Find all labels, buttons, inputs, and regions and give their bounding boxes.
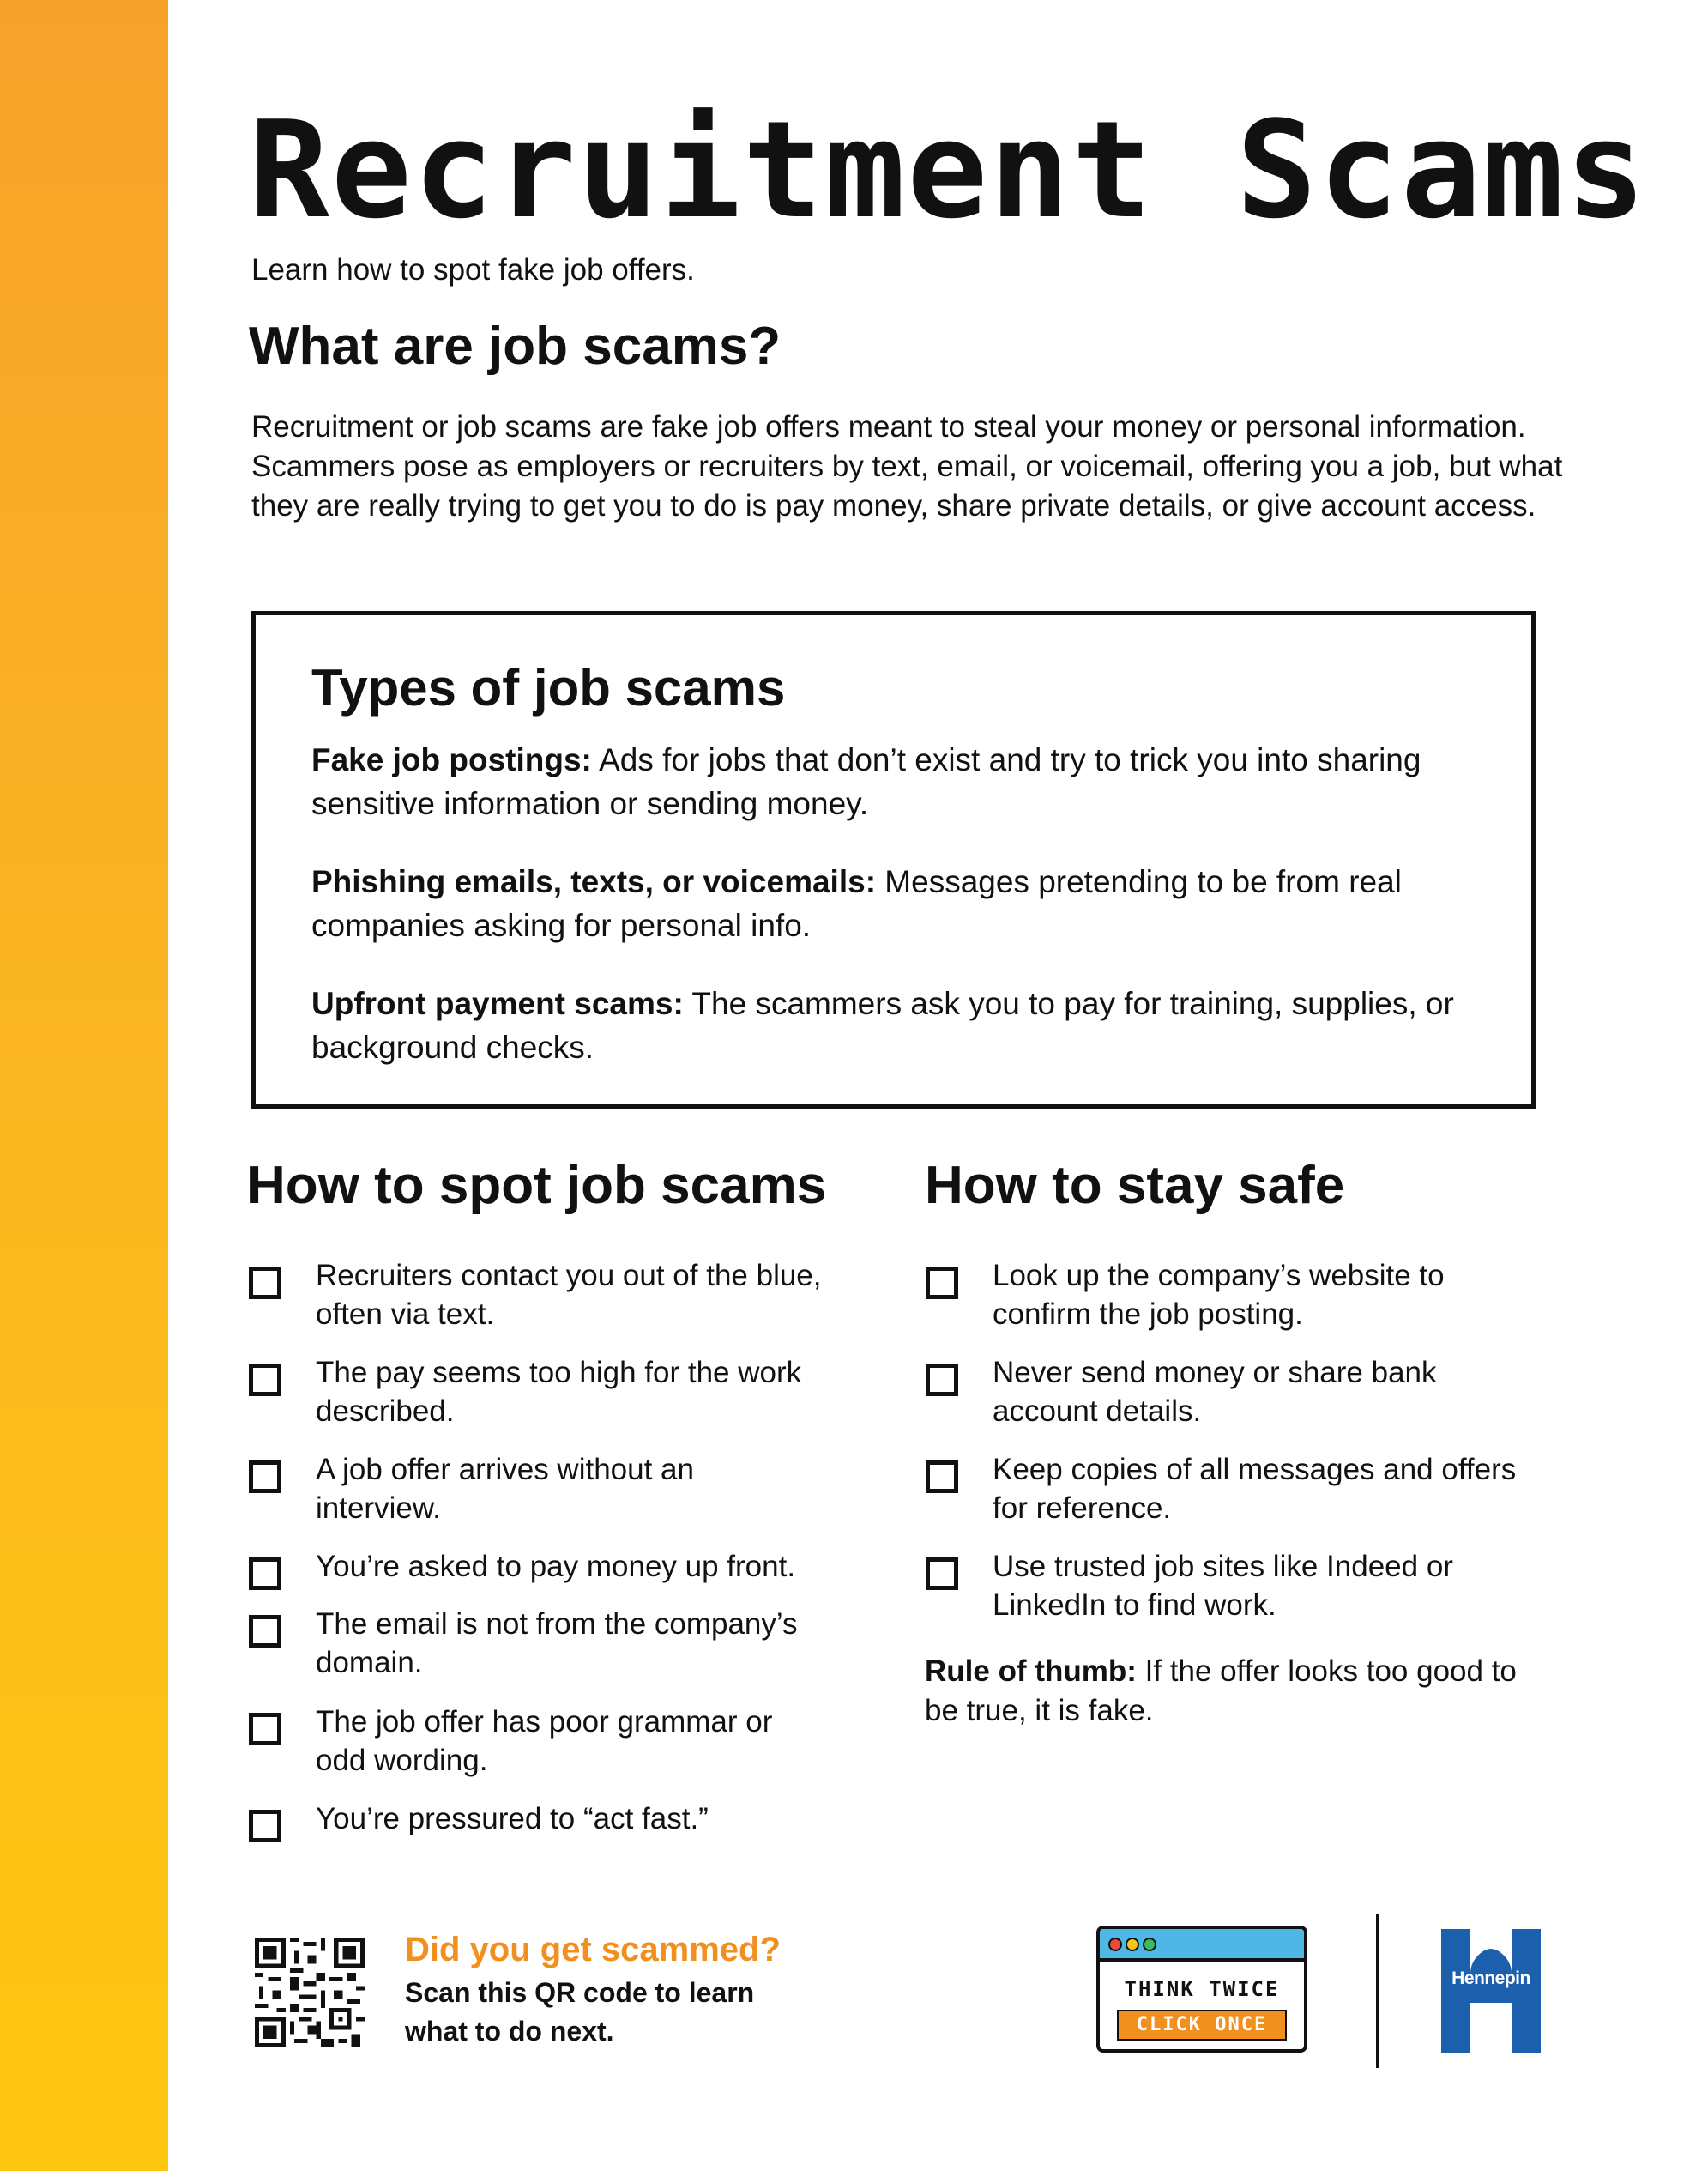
type-item-phishing xyxy=(311,860,1504,947)
checkbox[interactable] xyxy=(249,1364,281,1396)
spot-item-text: The job offer has poor grammar or odd wording. xyxy=(316,1705,773,1777)
hennepin-logo-icon xyxy=(1441,1929,1541,2053)
logo-divider xyxy=(1376,1914,1379,2068)
type-text: The scammers ask you to pay for training, supplies, or background checks. xyxy=(311,986,1454,1065)
scan-instructions: Scan this QR code to learn what to do next. xyxy=(405,1977,755,2047)
safe-item-text: Never send money or share bank account details. xyxy=(993,1356,1437,1428)
spot-item-text: The pay seems too high for the work described. xyxy=(316,1356,802,1428)
safe-item-text: Look up the company’s website to confirm the job posting. xyxy=(993,1259,1445,1331)
checkbox[interactable] xyxy=(249,1557,281,1590)
spot-item-text: Recruiters contact you out of the blue, often via text. xyxy=(316,1259,822,1331)
checkbox[interactable] xyxy=(249,1810,281,1842)
spot-item-text: The email is not from the company’s domain. xyxy=(316,1607,798,1679)
type-item-fake-postings xyxy=(311,738,1504,825)
green-dot-icon xyxy=(1143,1938,1156,1951)
type-text: Messages pretending to be from real companies asking for personal info. xyxy=(311,864,1402,943)
rule-of-thumb xyxy=(925,1652,1542,1731)
page-subtitle: Learn how to spot fake job offers. xyxy=(251,253,695,287)
hennepin-logo-text: Hennepin xyxy=(1451,1968,1530,1988)
what-body: Recruitment or job scams are fake job offers meant to steal your money or personal information. Scammers pose as employers or recruiters by text, email, or voicemail, offering you a job, but what they are really trying to get you to do is pay money, share private details, or give account access. xyxy=(251,410,1563,523)
checkbox[interactable] xyxy=(249,1615,281,1648)
rule-text: If the offer looks too good to be true, it is fake. xyxy=(925,1654,1517,1727)
browser-bar xyxy=(1100,1929,1304,1962)
think-twice-logo xyxy=(1096,1926,1307,2053)
yellow-dot-icon xyxy=(1126,1938,1139,1951)
safe-heading: How to stay safe xyxy=(925,1156,1345,1215)
checkbox[interactable] xyxy=(249,1460,281,1493)
type-term: Fake job postings: xyxy=(311,742,592,777)
checkbox[interactable] xyxy=(249,1267,281,1299)
rule-label: Rule of thumb: xyxy=(925,1654,1137,1688)
type-term: Phishing emails, texts, or voicemails: xyxy=(311,864,877,899)
type-text: Ads for jobs that don’t exist and try to trick you into sharing sensitive information or sending money. xyxy=(311,742,1421,821)
checkbox[interactable] xyxy=(249,1713,281,1745)
spot-item-text: You’re asked to pay money up front. xyxy=(316,1550,796,1583)
types-heading: Types of job scams xyxy=(311,659,786,717)
checkbox[interactable] xyxy=(926,1460,958,1493)
spot-heading: How to spot job scams xyxy=(247,1156,827,1215)
type-term: Upfront payment scams: xyxy=(311,986,684,1021)
click-once-text: CLICK ONCE xyxy=(1117,2010,1287,2041)
safe-item-text: Keep copies of all messages and offers for reference. xyxy=(993,1453,1517,1525)
what-heading: What are job scams? xyxy=(249,317,782,376)
page-title: Recruitment Scams xyxy=(249,92,1648,248)
orange-side-bar xyxy=(0,0,168,2171)
spot-item-text: You’re pressured to “act fast.” xyxy=(316,1802,709,1835)
type-item-upfront xyxy=(311,982,1504,1069)
scammed-question: Did you get scammed? xyxy=(405,1931,781,1968)
checkbox[interactable] xyxy=(926,1267,958,1299)
checkbox[interactable] xyxy=(926,1557,958,1590)
types-box xyxy=(251,611,1536,1109)
safe-item-text: Use trusted job sites like Indeed or LinkedIn to find work. xyxy=(993,1550,1453,1622)
think-twice-text: THINK TWICE xyxy=(1124,1977,1280,2001)
spot-item-text: A job offer arrives without an interview. xyxy=(316,1453,694,1525)
red-dot-icon xyxy=(1108,1938,1122,1951)
qr-code-icon[interactable] xyxy=(255,1938,365,2047)
checkbox[interactable] xyxy=(926,1364,958,1396)
